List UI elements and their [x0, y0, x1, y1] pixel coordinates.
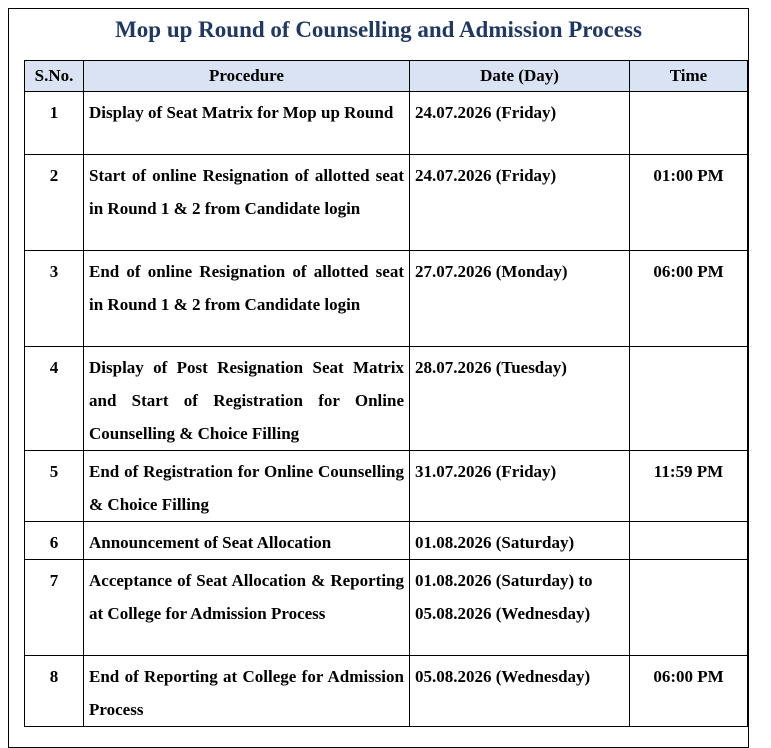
- schedule-table: [24, 60, 748, 727]
- table-row: [25, 155, 748, 251]
- cell-time: 06:00 PM: [630, 251, 748, 347]
- cell-procedure: Announcement of Seat Allocation: [84, 522, 410, 560]
- table-row: [25, 560, 748, 656]
- cell-procedure: End of Registration for Online Counselling & Choice Filling: [84, 451, 410, 522]
- cell-sno: 7: [25, 560, 84, 656]
- cell-date: 27.07.2026 (Monday): [410, 251, 630, 347]
- cell-time: [630, 92, 748, 155]
- cell-procedure: End of online Resignation of allotted seat in Round 1 & 2 from Candidate login: [84, 251, 410, 347]
- cell-date: 05.08.2026 (Wednesday): [410, 656, 630, 727]
- cell-time: [630, 522, 748, 560]
- cell-procedure: Start of online Resignation of allotted seat in Round 1 & 2 from Candidate login: [84, 155, 410, 251]
- cell-sno: 1: [25, 92, 84, 155]
- cell-sno: 4: [25, 347, 84, 451]
- cell-sno: 8: [25, 656, 84, 727]
- cell-sno: 2: [25, 155, 84, 251]
- cell-date: 01.08.2026 (Saturday): [410, 522, 630, 560]
- header-sno: S.No.: [25, 61, 84, 92]
- cell-sno: 5: [25, 451, 84, 522]
- table-row: [25, 522, 748, 560]
- cell-sno: 6: [25, 522, 84, 560]
- cell-procedure: Display of Post Resignation Seat Matrix and Start of Registration for Online Counselling & Choice Filling: [84, 347, 410, 451]
- cell-time: [630, 560, 748, 656]
- cell-procedure: Acceptance of Seat Allocation & Reporting at College for Admission Process: [84, 560, 410, 656]
- page-title: Mop up Round of Counselling and Admission Process: [115, 17, 642, 42]
- cell-time: 01:00 PM: [630, 155, 748, 251]
- table-row: [25, 92, 748, 155]
- cell-time: 06:00 PM: [630, 656, 748, 727]
- header-time: Time: [630, 61, 748, 92]
- header-procedure: Procedure: [84, 61, 410, 92]
- cell-date: 31.07.2026 (Friday): [410, 451, 630, 522]
- table-row: [25, 251, 748, 347]
- cell-procedure: End of Reporting at College for Admission Process: [84, 656, 410, 727]
- cell-date: 28.07.2026 (Tuesday): [410, 347, 630, 451]
- cell-procedure: Display of Seat Matrix for Mop up Round: [84, 92, 410, 155]
- cell-time: 11:59 PM: [630, 451, 748, 522]
- cell-sno: 3: [25, 251, 84, 347]
- header-date: Date (Day): [410, 61, 630, 92]
- cell-date: 24.07.2026 (Friday): [410, 92, 630, 155]
- table-row: [25, 451, 748, 522]
- cell-date: 01.08.2026 (Saturday) to 05.08.2026 (Wednesday): [410, 560, 630, 656]
- cell-time: [630, 347, 748, 451]
- table-header-row: [25, 61, 748, 92]
- cell-date: 24.07.2026 (Friday): [410, 155, 630, 251]
- table-row: [25, 347, 748, 451]
- table-row: [25, 656, 748, 727]
